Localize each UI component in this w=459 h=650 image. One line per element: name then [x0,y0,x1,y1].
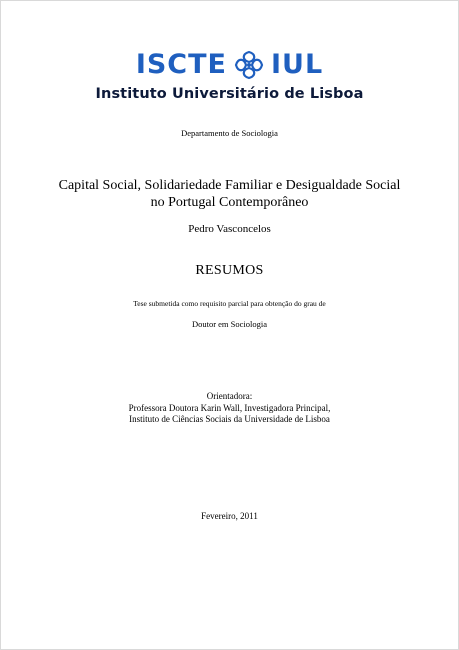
degree-name: Doutor em Sociologia [191,319,268,329]
author-name: Pedro Vasconcelos [188,223,271,235]
supervisor-label: Orientadora: [206,391,253,401]
thesis-title-line-1: Capital Social, Solidariedade Familiar e Desigualdade Social [58,178,401,193]
submission-date: Fevereiro, 2011 [201,511,258,521]
supervisor-block [0,391,459,426]
logo-subtitle: Instituto Universitário de Lisboa [95,86,364,102]
iscte-emblem-icon [233,49,265,81]
supervisor-name: Professora Doutora Karin Wall, Investigadora Principal, [128,402,331,413]
department-name: Departamento de Sociologia [181,128,278,138]
supervisor-institution: Instituto de Ciências Sociais da Universidade de Lisboa [129,414,330,424]
thesis-title [0,177,459,211]
thesis-note: Tese submetida como requisito parcial para obtenção do grau de [133,299,326,308]
thesis-title-line-2: no Portugal Contemporâneo [150,195,309,210]
logo-wordmark [0,48,459,82]
logo-left-word: ISCTE [135,49,227,80]
institution-logo [0,48,459,102]
section-heading: RESUMOS [195,263,264,278]
logo-right-word: IUL [270,49,324,80]
